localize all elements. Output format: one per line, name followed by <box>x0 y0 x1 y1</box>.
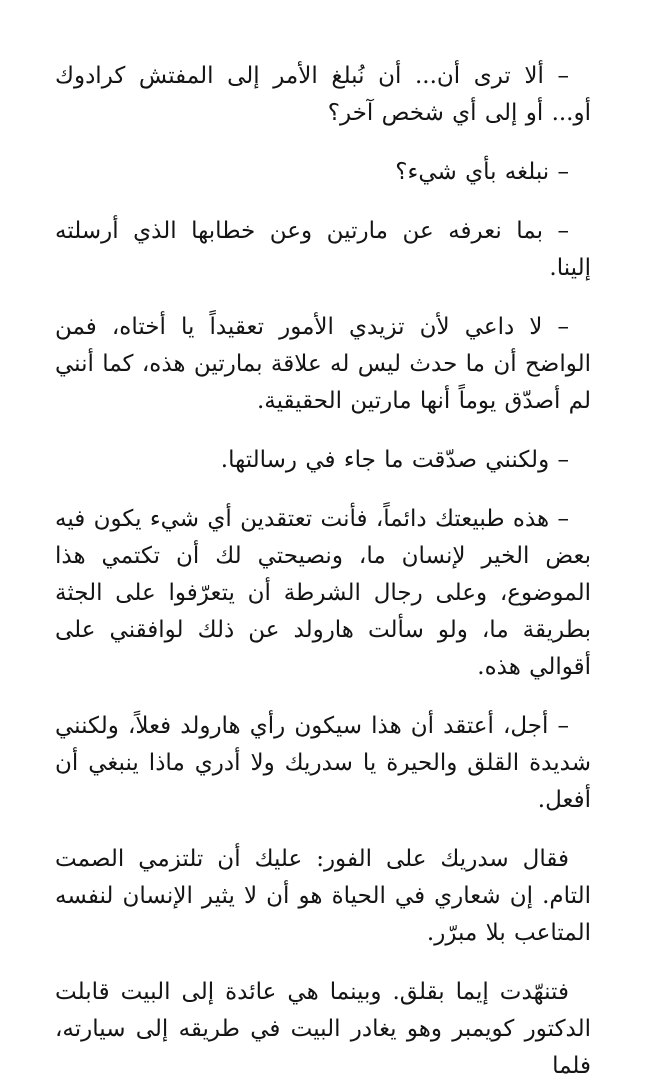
dialogue-paragraph: – نبلغه بأي شيء؟ <box>395 159 569 185</box>
dialogue-paragraph: – لا داعي لأن تزيدي الأمور تعقيداً يا أختاه، فمن الواضح أن ما حدث ليس له علاقة بمارتين هذه، كما أنني لم أصدّق يوماً أنها مارتين الحقيقية. <box>55 314 591 414</box>
narration-paragraph: فقال سدريك على الفور: عليك أن تلتزمي الصمت التام. إن شعاري في الحياة هو أن لا يثير الإنسان لنفسه المتاعب بلا مبرّر. <box>55 846 591 946</box>
dialogue-paragraph: – ألا ترى أن... أن نُبلغ الأمر إلى المفتش كرادوك أو... أو إلى أي شخص آخر؟ <box>55 63 591 126</box>
dialogue-paragraph: – هذه طبيعتك دائماً، فأنت تعتقدين أي شيء يكون فيه بعض الخير لإنسان ما، ونصيحتي لك أن تكتمي هذا الموضوع، وعلى رجال الشرطة أن يتعرّفوا على الجثة بطريقة ما، ولو سألت هارولد عن ذلك لوافقني على أقوالي هذه. <box>55 506 591 680</box>
dialogue-paragraph: – بما نعرفه عن مارتين وعن خطابها الذي أرسلته إلينا. <box>55 218 591 281</box>
narration-paragraph: فتنهّدت إيما بقلق. وبينما هي عائدة إلى البيت قابلت الدكتور كويمبر وهو يغادر البيت في طريقه إلى سيارته، فلما <box>55 979 591 1079</box>
dialogue-paragraph: – أجل، أعتقد أن هذا سيكون رأي هارولد فعلاً، ولكنني شديدة القلق والحيرة يا سدريك ولا أدري ماذا ينبغي أن أفعل. <box>55 713 591 813</box>
dialogue-paragraph: – ولكنني صدّقت ما جاء في رسالتها. <box>220 447 569 473</box>
